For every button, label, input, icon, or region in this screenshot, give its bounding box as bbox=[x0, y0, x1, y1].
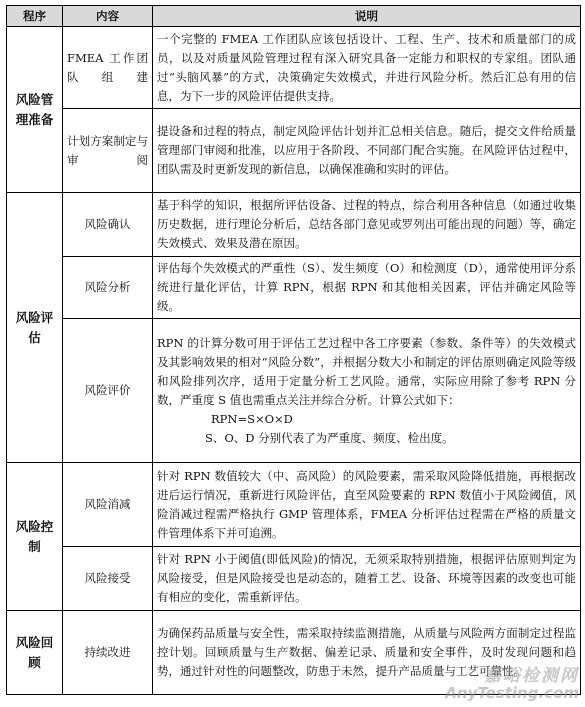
description-cell: 为确保药品质量与安全性，需采取持续监测措施，从质量与风险两方面制定过程监控计划。回顾质量与生产数据、偏差记录、质量和安全事件，及时发现问题和趋势，通过针对性的问题整改，防患于未然，提升产品质量与工艺可靠性。 bbox=[153, 611, 581, 695]
item-cell: FMEA 工作团队组建 bbox=[63, 27, 153, 109]
table-row bbox=[7, 109, 581, 193]
watermark-en: AnyTesting.com bbox=[445, 684, 579, 702]
phase-cell: 风险评估 bbox=[7, 193, 63, 463]
header-phase: 程序 bbox=[7, 6, 63, 27]
item-cell: 计划方案制定与审阅 bbox=[63, 109, 153, 193]
item-cell: 持续改进 bbox=[63, 611, 153, 695]
table-header-row bbox=[7, 6, 581, 27]
table-row bbox=[7, 463, 581, 547]
table-row bbox=[7, 257, 581, 319]
fmea-process-table bbox=[6, 5, 581, 695]
description-cell: 针对 RPN 数值较大（中、高风险）的风险要素，需采取风险降低措施，再根据改进后运行情况，重新进行风险评估，直至风险要素的 RPN 数值小于风险阈值，风险消减过程需严格执行 GMP 管理体系，FMEA 分析评估过程需在严格的质量文件管理体系下并可追溯。 bbox=[153, 463, 581, 547]
watermark-cn: 嘉峪检测网 bbox=[484, 666, 579, 686]
description-cell: 基于科学的知识，根据所评估设备、过程的特点，综合利用各种信息（如通过收集历史数据，进行理论分析后，总结各部门意见或罗列出可能出现的问题）等，确定失效模式、效果及潜在原因。 bbox=[153, 193, 581, 257]
item-cell: 风险确认 bbox=[63, 193, 153, 257]
description-cell: 一个完整的 FMEA 工作团队应该包括设计、工程、生产、技术和质量部门的成员，以及对质量风险管理过程有深入研究具备一定能力和职权的专家组。团队通过“头脑风暴”的方式，决策确定失效模式，并进行风险分析。然后汇总有用的信息，为下一步的风险评估提供支持。 bbox=[153, 27, 581, 109]
header-item: 内容 bbox=[63, 6, 153, 27]
watermark-logo bbox=[445, 668, 579, 702]
table-row bbox=[7, 547, 581, 611]
description-cell: 针对 RPN 小于阈值(即低风险)的情况，无须采取特别措施，根据评估原则判定为风险接受，但是风险接受也是动态的，随着工艺、设备、环境等因素的改变也可能有相应的变化，需重新评估。 bbox=[153, 547, 581, 611]
phase-cell: 风险回顾 bbox=[7, 611, 63, 695]
item-cell: 风险消减 bbox=[63, 463, 153, 547]
description-cell: 提设备和过程的特点，制定风险评估计划并汇总相关信息。随后，提交文件给质量管理部门审阅和批准，以应用于各阶段、不同部门配合实施。在风险评估过程中，团队需及时更新发现的新信息，以确保准确和实时的评估。 bbox=[153, 109, 581, 193]
item-cell: 风险分析 bbox=[63, 257, 153, 319]
item-cell: 风险评价 bbox=[63, 319, 153, 463]
header-description: 说明 bbox=[153, 6, 581, 27]
item-cell: 风险接受 bbox=[63, 547, 153, 611]
rpn-formula-note: S、O、D 分别代表了为严重度、频度、检出度。 bbox=[205, 430, 454, 445]
rpn-formula: RPN=S×O×D bbox=[211, 411, 293, 426]
description-cell bbox=[153, 319, 581, 463]
description-cell: 评估每个失效模式的严重性（S）、发生频度（O）和检测度（D），通常使用评分系统进行量化评估，计算 RPN，根据 RPN 和其他相关因素，评估并确定风险等级。 bbox=[153, 257, 581, 319]
table-row bbox=[7, 27, 581, 109]
table-row bbox=[7, 319, 581, 463]
table-row bbox=[7, 193, 581, 257]
phase-cell: 风险管理准备 bbox=[7, 27, 63, 193]
phase-cell: 风险控制 bbox=[7, 463, 63, 611]
rpn-evaluation-text: RPN 的计算分数可用于评估工艺过程中各工序要素（参数、条件等）的失效模式及其影响效果的相对“风险分数”，并根据分数大小和制定的评估原则确定风险等级和风险排列次序，适用于定量分析工艺风险。通常，实际应用除了参考 RPN 分数，严重度 S 值也需重点关注并综合分析。计算公式如下： bbox=[157, 335, 576, 407]
